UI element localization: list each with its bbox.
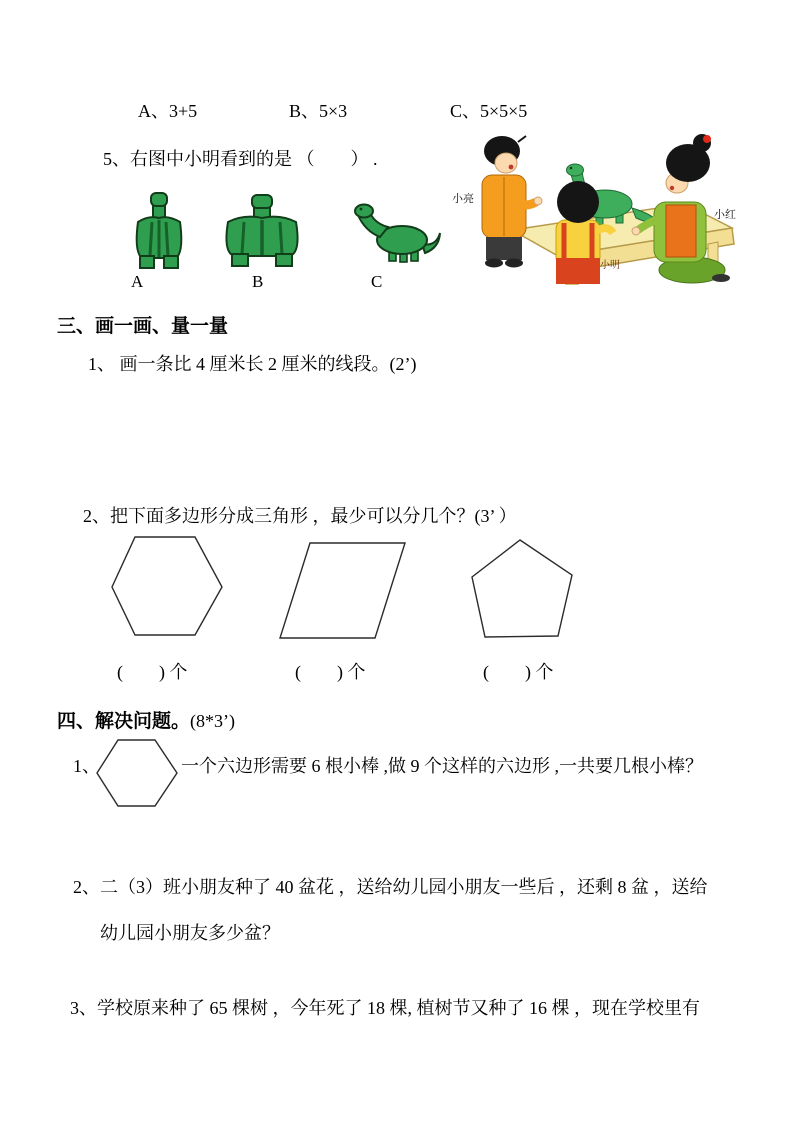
section-4-q3: 3、学校原来种了 65 棵树 ，今年死了 18 棵, 植树节又种了 16 棵 ，现在学校里有 [70, 998, 700, 1018]
dino-front-view [128, 192, 190, 270]
question-5-prompt: 5、右图中小明看到的是 （ ） . [103, 149, 378, 169]
mc-option-b: B、5×3 [289, 101, 348, 121]
count-blank-3: ( ) 个 [483, 662, 554, 682]
section-4-title: 四、解决问题。 [57, 711, 191, 732]
parallelogram-shape [280, 543, 405, 638]
hexagon-sticks-shape [95, 738, 179, 808]
dino-option-letter-c: C [371, 272, 383, 291]
hexagon-shape [112, 537, 222, 635]
kids-dinosaur-illustration [450, 130, 790, 285]
section-3-q1: 1、 画一条比 4 厘米长 2 厘米的线段。(2’) [88, 354, 417, 374]
dino-option-letter-b: B [252, 272, 264, 291]
section-4-q2-line1: 2、二（3）班小朋友种了 40 盆花 ，送给幼儿园小朋友一些后 ，还剩 8 盆 ，送给 [73, 877, 708, 897]
section-4-q1-number: 1、 [73, 756, 100, 776]
dino-back-view [222, 194, 302, 268]
label-xiaoliang: 小亮 [452, 193, 474, 205]
boy-left [482, 136, 542, 268]
dino-side-view [352, 202, 442, 264]
dino-option-letter-a: A [131, 272, 144, 291]
count-blank-2: ( ) 个 [295, 662, 366, 682]
mc-option-a: A、3+5 [138, 101, 198, 121]
count-blank-1: ( ) 个 [117, 662, 188, 682]
section-4-q1-text: 一个六边形需要 6 根小棒 ,做 9 个这样的六边形 ,一共要几根小棒？ [181, 756, 703, 776]
section-3-heading: 三、画一画、量一量 [57, 316, 229, 337]
section-3-q2: 2、把下面多边形分成三角形 ，最少可以分几个？(3’ ） [83, 506, 517, 526]
polygon-shapes [85, 530, 585, 645]
label-xiaoming: 小明 [600, 260, 620, 271]
section-4-heading [57, 706, 235, 733]
section-4-points: (8*3’) [190, 711, 235, 731]
mc-option-c: C、5×5×5 [450, 101, 528, 121]
section-4-q2-line2: 幼儿园小朋友多少盆？ [100, 923, 280, 943]
pentagon-shape [472, 540, 572, 637]
label-xiaohong: 小红 [714, 209, 736, 221]
